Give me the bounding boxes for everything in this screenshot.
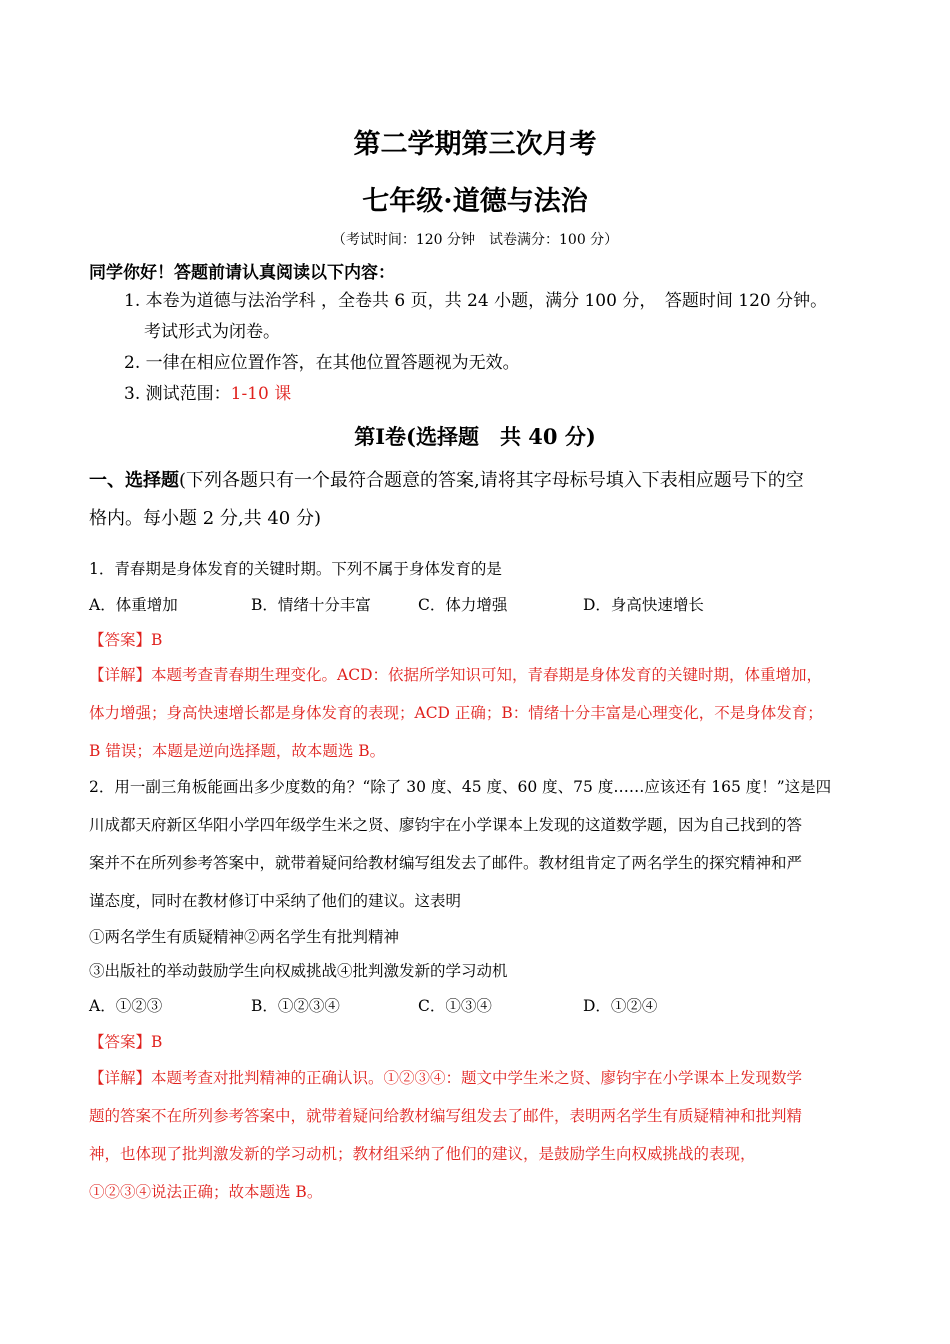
section-title: 第Ⅰ卷(选择题 共 40 分) [354,424,596,449]
rule-2: 2. 一律在相应位置作答，在其他位置答题视为无效。 [124,353,520,373]
question-1-option-b: B．情绪十分丰富 [251,596,371,614]
rule-1: 1. 本卷为道德与法治学科 ，全卷共 6 页，共 24 小题，满分 100 分， 答题时间 120 分钟。 [124,291,828,311]
question-1-stem: 1．青春期是身体发育的关键时期。下列不属于身体发育的是 [89,560,502,578]
part-desc-cont: 格内。每小题 2 分,共 40 分) [89,508,321,529]
explanation-label: 【详解】 [89,666,152,684]
question-1-option-c: C．体力增强 [418,596,508,614]
rule-1-cont: 考试形式为闭卷。 [144,322,280,342]
question-2-option-c: C．①③④ [418,997,492,1015]
question-2-stem-line-2: 川成都天府新区华阳小学四年级学生米之贤、廖钧宇在小学课本上发现的这道数学题，因为自己找到的答 [89,816,803,834]
question-2-statement-2: ③出版社的举动鼓励学生向权威挑战④批判激发新的学习动机 [89,962,508,980]
question-2-answer: 【答案】B [89,1033,163,1051]
explanation-text: 本题考查对批判精神的正确认识。①②③④：题文中学生米之贤、廖钧宇在小学课本上发现数学 [151,1069,803,1087]
part-label: 一、选择题 [89,470,179,491]
question-1-option-d: D．身高快速增长 [583,596,704,614]
question-2-option-a: A．①②③ [89,997,163,1015]
rule-3-prefix: 3. 测试范围： [124,384,231,404]
explanation-text: 本题考查青春期生理变化。ACD：依据所学知识可知，青春期是身体发育的关键时期，体重增加， [151,666,822,684]
question-1-option-a: A．体重增加 [89,596,178,614]
question-1-explanation-line-3: B 错误；本题是逆向选择题，故本题选 B。 [89,742,386,760]
page-title: 第二学期第三次月考 [353,129,597,160]
question-1-explanation-line-1 [89,663,822,685]
notice-heading: 同学你好！答题前请认真阅读以下内容： [89,263,395,283]
part-instructions [89,466,804,492]
question-2-stem-line-3: 案并不在所列参考答案中，就带着疑问给教材编写组发去了邮件。教材组肯定了两名学生的探究精神和严 [89,854,803,872]
exam-meta: （考试时间：120 分钟 试卷满分：100 分） [331,232,619,248]
test-scope: 1-10 课 [230,384,292,404]
question-2-option-d: D．①②④ [583,997,658,1015]
question-2-explanation-line-1 [89,1066,802,1088]
question-2-option-b: B．①②③④ [251,997,340,1015]
rule-3 [124,379,291,404]
question-2-explanation-line-3: 神，也体现了批判激发新的学习动机；教材组采纳了他们的建议，是鼓励学生向权威挑战的表现， [89,1145,756,1163]
question-2-stem-line-4: 谨态度，同时在教材修订中采纳了他们的建议。这表明 [89,892,462,910]
question-2-explanation-line-4: ①②③④说法正确；故本题选 B。 [89,1183,323,1201]
part-desc: (下列各题只有一个最符合题意的答案,请将其字母标号填入下表相应题号下的空 [179,470,804,491]
page-subtitle: 七年级·道德与法治 [362,186,588,217]
question-1-answer: 【答案】B [89,631,163,649]
question-2-statement-1: ①两名学生有质疑精神②两名学生有批判精神 [89,928,400,946]
question-1-explanation-line-2: 体力增强；身高快速增长都是身体发育的表现；ACD 正确；B：情绪十分丰富是心理变化，不是身体发育； [89,704,823,722]
question-2-explanation-line-2: 题的答案不在所列参考答案中，就带着疑问给教材编写组发去了邮件，表明两名学生有质疑精神和批判精 [89,1107,803,1125]
question-2-stem-line-1: 2．用一副三角板能画出多少度数的角？“除了 30 度、45 度、60 度、75 度……应该还有 165 度！”这是四 [89,778,832,796]
explanation-label: 【详解】 [89,1069,152,1087]
